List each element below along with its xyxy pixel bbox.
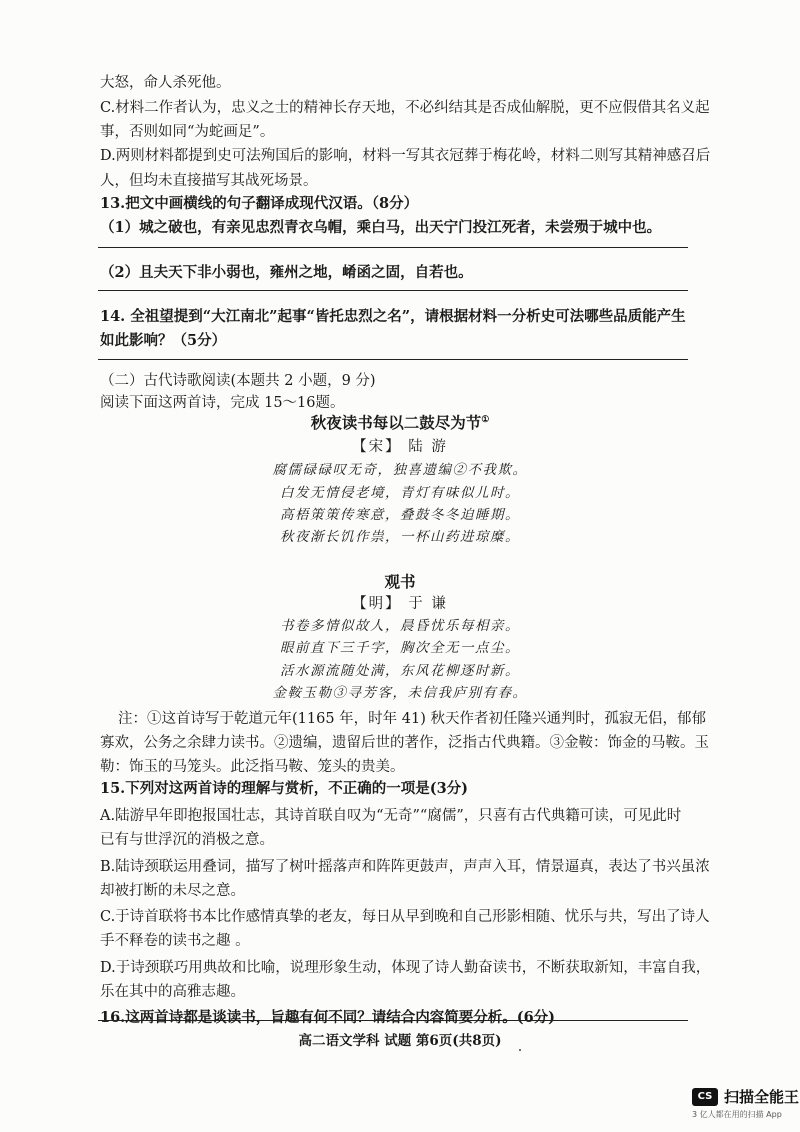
q15-option-b-cont: 却被打断的未尽之意。	[100, 883, 245, 899]
answer-line	[98, 247, 688, 248]
q15-option-a-cont: 已有与世浮沉的消极之意。	[100, 832, 274, 848]
q12-option-c-cont: 事，否则如同“为蛇画足”。	[100, 124, 275, 140]
scanner-watermark	[692, 1086, 799, 1107]
poem2-author: 【明】 于 谦	[352, 596, 448, 612]
q14-stem-cont: 如此影响？（5分）	[100, 332, 227, 349]
poem1-author: 【宋】 陆 游	[352, 439, 448, 455]
speck	[519, 1049, 521, 1051]
q15-option-c-cont: 手不释卷的读书之趣 。	[100, 933, 250, 949]
scanner-logo-icon: CS	[692, 1088, 718, 1106]
q15-stem: 15.下列对这两首诗的理解与赏析，不正确的一项是(3分)	[100, 780, 469, 797]
q12-option-d: D.两则材料都提到史可法殉国后的影响，材料一写其衣冠葬于梅花岭，材料二则写其精神感召后	[100, 148, 711, 164]
q15-option-b: B.陆诗颈联运用叠词，描写了树叶摇落声和阵阵更鼓声，声声入耳，情景逼真，表达了书兴虽浓	[100, 859, 710, 875]
scanner-tagline: 3 亿人都在用的扫描 App	[692, 1110, 782, 1119]
q12-line: 大怒，命人杀死他。	[100, 75, 231, 91]
poem2-line: 金鞍玉勒③寻芳客，未信我庐别有春。	[272, 685, 528, 701]
section-heading: （二）古代诗歌阅读(本题共 2 小题，9 分)	[100, 373, 376, 389]
section-intro: 阅读下面这两首诗，完成 15～16题。	[100, 395, 345, 411]
q12-option-d-cont: 人，但均未直接描写其战死场景。	[100, 173, 318, 189]
q13-sentence-1: （1）城之破也，有亲见忠烈青衣乌帽，乘白马，出天宁门投江死者，未尝殒于城中也。	[100, 219, 662, 236]
q15-option-d-cont: 乐在其中的高雅志趣。	[100, 984, 245, 1000]
q14-stem: 14. 全祖望提到“大江南北”起事“皆托忠烈之名”，请根据材料一分析史可法哪些品质能产生	[100, 308, 686, 325]
q15-option-a: A.陆游早年即抱报国壮志，其诗首联自叹为“无奇”“腐儒”，只喜有古代典籍可读，可见此时	[100, 808, 682, 824]
poem-notes-cont: 寡欢，公务之余肆力读书。②遗编，遗留后世的著作，泛指古代典籍。③金鞍：饰金的马鞍。玉	[100, 735, 709, 751]
answer-line	[98, 290, 688, 291]
poem1-line: 高梧策策传寒意，叠鼓冬冬迫睡期。	[280, 507, 520, 523]
poem2-line: 眼前直下三千字，胸次全无一点尘。	[280, 640, 520, 656]
poem1-line: 腐儒碌碌叹无奇，独喜遗编②不我欺。	[272, 462, 528, 478]
poem1-title: 秋夜读书每以二鼓尽为节①	[310, 413, 490, 432]
poem-notes-cont: 勒：饰玉的马笼头。此泛指马鞍、笼头的贵美。	[100, 759, 405, 775]
q16-stem: 16.这两首诗都是谈读书，旨趣有何不同？请结合内容简要分析。(6分)	[100, 1009, 556, 1026]
answer-line	[98, 1020, 688, 1021]
poem-notes: 注：①这首诗写于乾道元年(1165 年，时年 41) 秋天作者初任隆兴通判时，孤寂无侣，郁郁	[118, 711, 706, 727]
poem2-line: 活水源流随处满，东风花柳逐时新。	[280, 663, 520, 679]
scanner-app-name: 扫描全能王	[724, 1088, 800, 1106]
poem2-line: 书卷多情似故人，晨昏忧乐每相亲。	[280, 618, 520, 634]
q15-option-d: D.于诗颈联巧用典故和比喻，说理形象生动，体现了诗人勤奋读书，不断获取新知，丰富自我，	[100, 960, 711, 976]
q13-stem: 13.把文中画横线的句子翻译成现代汉语。（8分）	[100, 195, 419, 212]
answer-line	[98, 359, 688, 360]
page-footer: 高二语文学科 试题 第6页(共8页)	[298, 1033, 502, 1049]
q12-option-c: C.材料二作者认为，忠义之士的精神长存天地，不必纠结其是否成仙解脱，更不应假借其名义起	[100, 100, 710, 116]
q13-sentence-2: （2）且夫天下非小弱也，雍州之地，崤函之固，自若也。	[100, 264, 473, 281]
poem2-title: 观书	[384, 572, 416, 591]
poem1-line: 白发无情侵老境，青灯有味似儿时。	[280, 485, 520, 501]
poem1-line: 秋夜渐长饥作祟，一杯山药进琼糜。	[280, 529, 520, 545]
q15-option-c: C.于诗首联将书本比作感情真挚的老友，每日从早到晚和自己形影相随、忧乐与共，写出了诗人	[100, 909, 710, 925]
